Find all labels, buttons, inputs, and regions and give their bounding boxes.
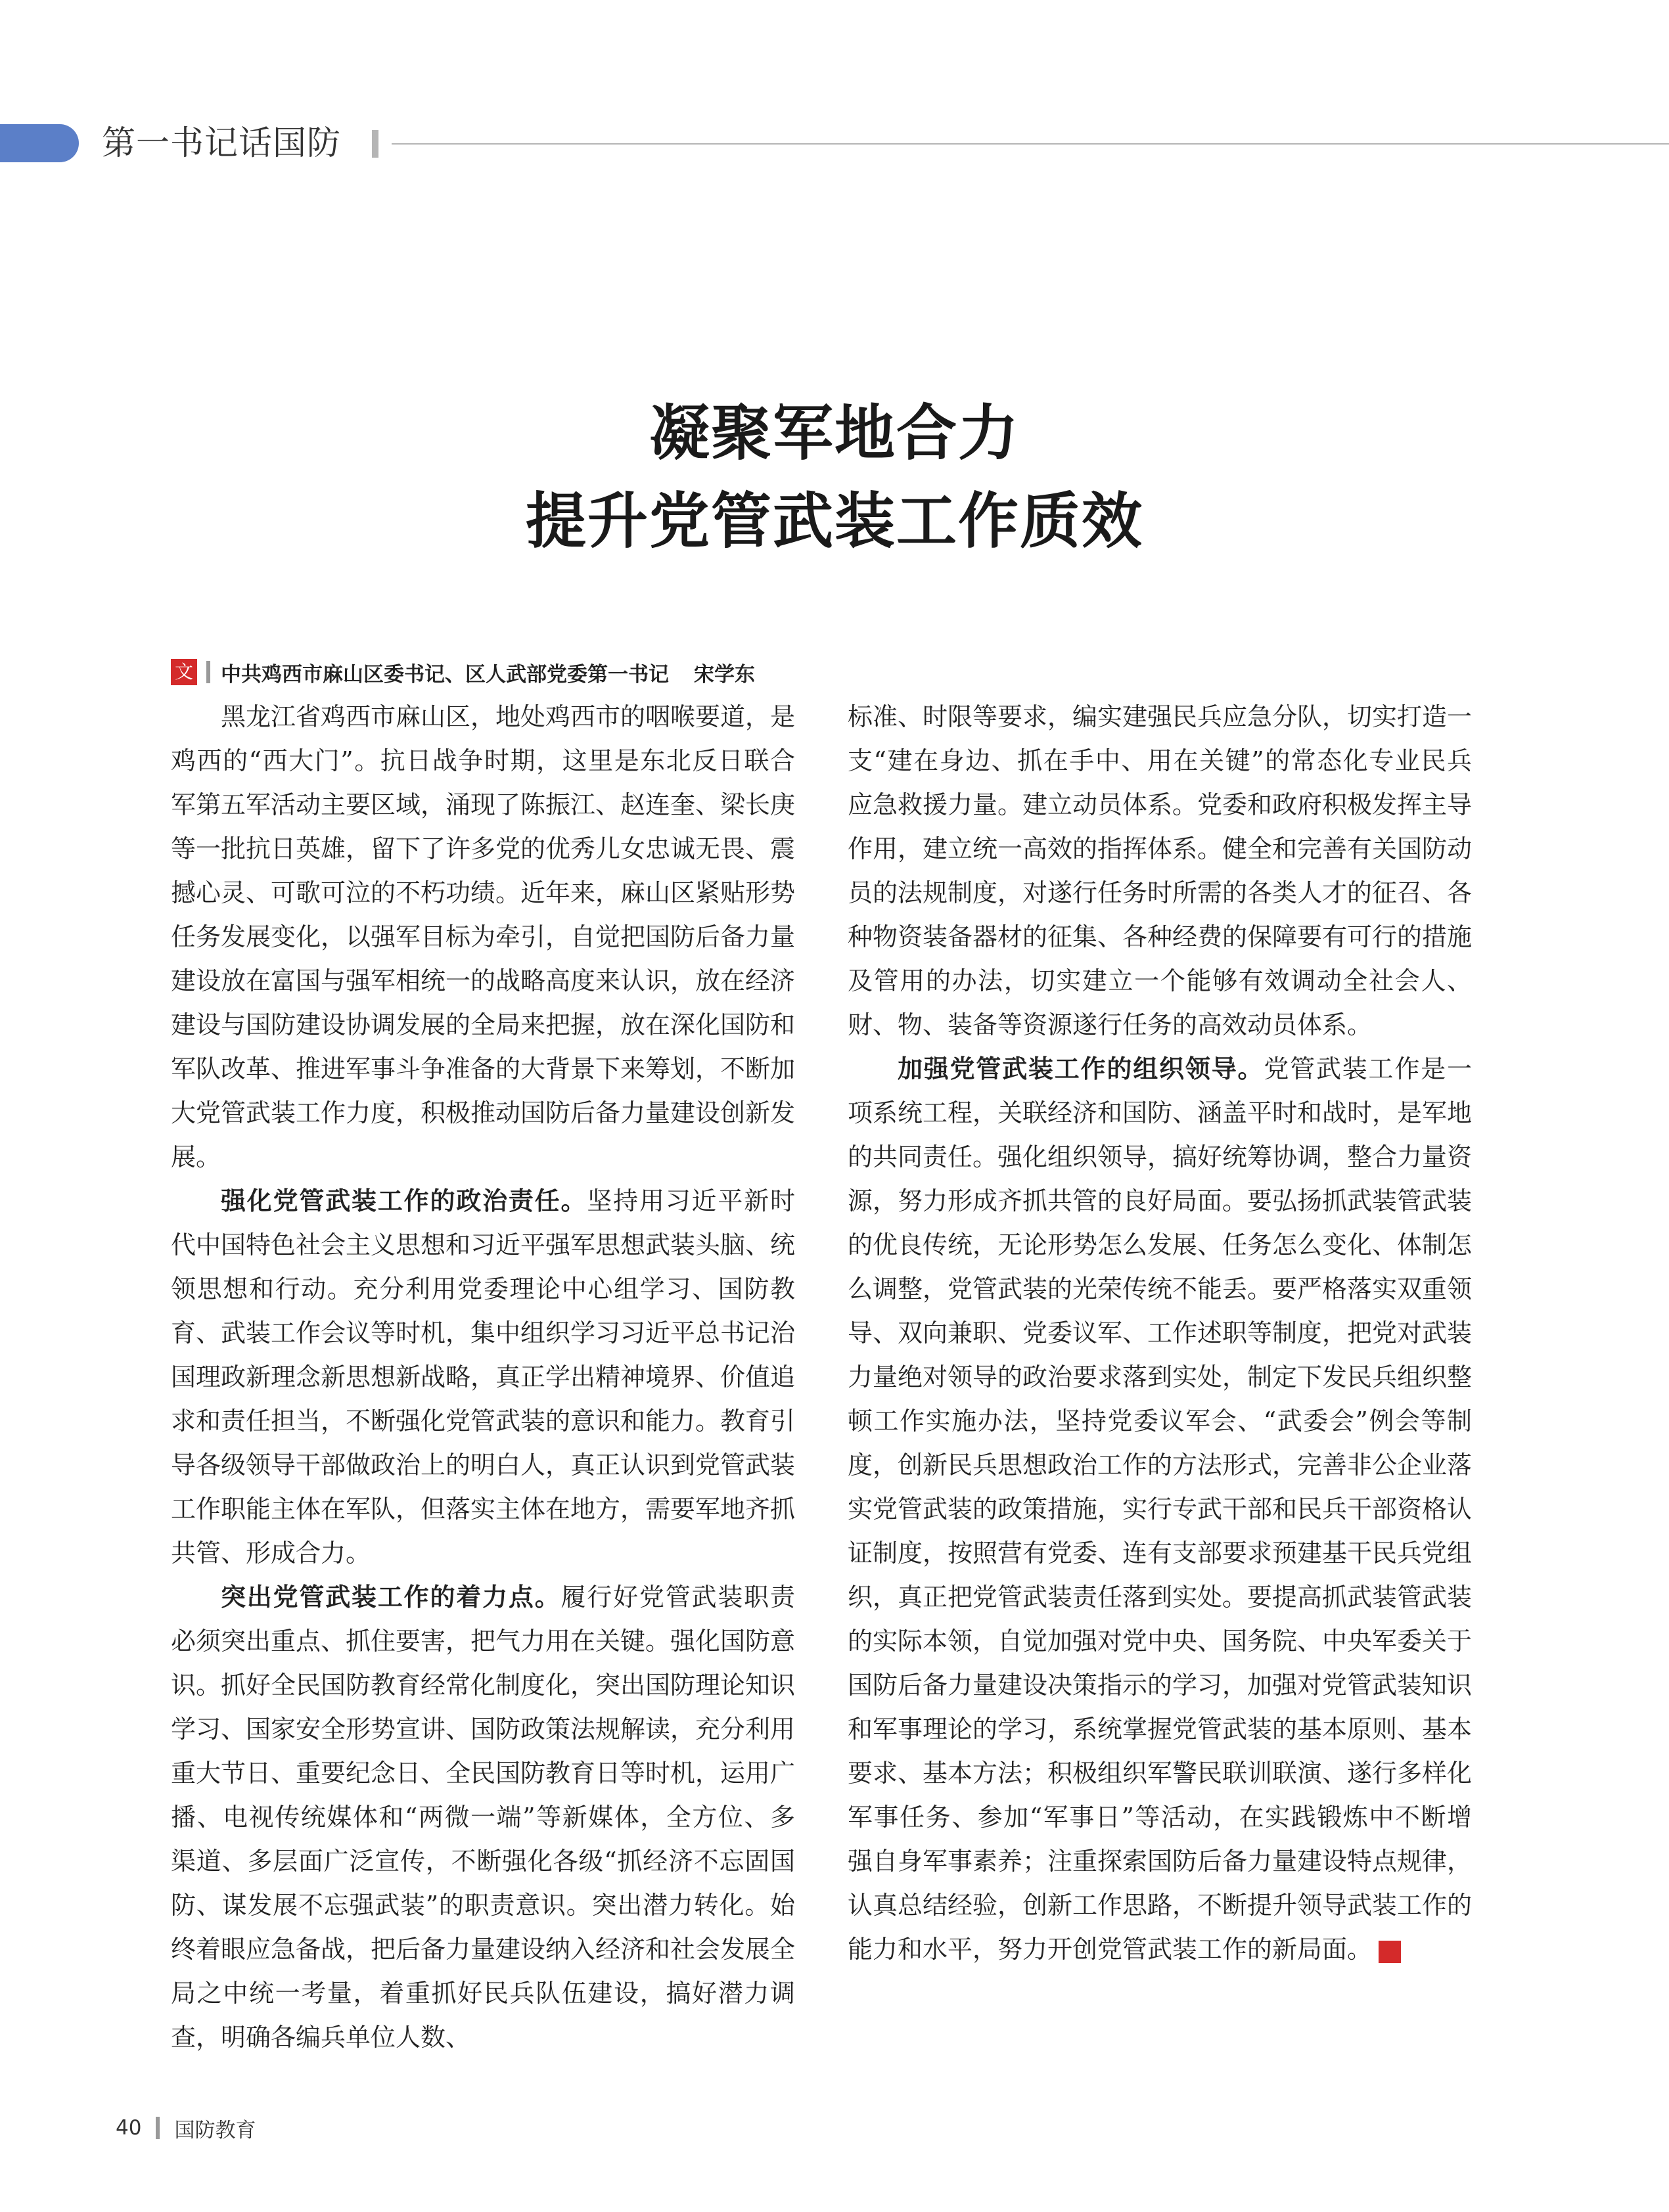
paragraph <box>171 1179 795 1575</box>
end-mark-icon: G <box>1379 1941 1401 1963</box>
body-column-right <box>848 695 1472 1972</box>
header-rule <box>392 143 1669 145</box>
paragraph-lead: 突出党管武装工作的着力点。 <box>221 1583 561 1612</box>
paragraph-body: 履行好党管武装职责必须突出重点、抓住要害，把气力用在关键。强化国防意识。抓好全民国防教育经常化制度化，突出国防理论知识学习、国家安全形势宣讲、国防政策法规解读，充分利用重大节日、重要纪念日、全民国防教育日等时机，运用广播、电视传统媒体和“两微一端”等新媒体，全方位、多渠道、多层面广泛宣传，不断强化各级“抓经济不忘固国防、谋发展不忘强武装”的职责意识。突出潜力转化。始终着眼应急备战，把后备力量建设纳入经济和社会发展全局之中统一考量，着重抓好民兵队伍建设，搞好潜力调查，明确各编兵单位人数、 <box>171 1583 796 2052</box>
author-title: 中共鸡西市麻山区委书记、区人武部党委第一书记 <box>221 662 669 687</box>
page-footer <box>116 2113 256 2142</box>
paragraph-body: 坚持用习近平新时代中国特色社会主义思想和习近平强军思想武装头脑、统领思想和行动。充分利用党委理论中心组学习、国防教育、武装工作会议等时机，集中组织学习习近平总书记治国理政新理念新思想新战略，真正学出精神境界、价值追求和责任担当，不断强化党管武装的意识和能力。教育引导各级领导干部做政治上的明白人，真正认识到党管武装工作职能主体在军队，但落实主体在地方，需要军地齐抓共管、形成合力。 <box>171 1186 796 1568</box>
byline <box>171 658 755 687</box>
body-column-left <box>171 695 795 2060</box>
paragraph <box>171 1575 795 2060</box>
section-title: 第一书记话国防 <box>102 124 342 163</box>
footer-divider <box>156 2117 160 2139</box>
publication-name: 国防教育 <box>174 2118 256 2142</box>
paragraph-lead: 加强党管武装工作的组织领导。 <box>898 1054 1264 1083</box>
author-name: 宋学东 <box>694 662 755 687</box>
article-title-line1: 凝聚军地合力 <box>649 398 1020 468</box>
paragraph-lead: 强化党管武装工作的政治责任。 <box>221 1186 587 1215</box>
page-number: 40 <box>116 2116 142 2140</box>
article-title-line2: 提升党管武装工作质效 <box>525 486 1143 556</box>
paragraph: 标准、时限等要求，编实建强民兵应急分队，切实打造一支“建在身边、抓在手中、用在关键”的常态化专业民兵应急救援力量。建立动员体系。党委和政府积极发挥主导作用，建立统一高效的指挥体系。健全和完善有关国防动员的法规制度，对遂行任务时所需的各类人才的征召、各种物资装备器材的征集、各种经费的保障要有可行的措施及管用的办法，切实建立一个能够有效调动全社会人、财、物、装备等资源遂行任务的高效动员体系。 <box>848 702 1473 1039</box>
paragraph: 黑龙江省鸡西市麻山区，地处鸡西市的咽喉要道，是鸡西的“西大门”。抗日战争时期，这里是东北反日联合军第五军活动主要区域，涌现了陈振江、赵连奎、梁长庚等一批抗日英雄，留下了许多党的优秀儿女忠诚无畏、震撼心灵、可歌可泣的不朽功绩。近年来，麻山区紧贴形势任务发展变化，以强军目标为牵引，自觉把国防后备力量建设放在富国与强军相统一的战略高度来认识，放在经济建设与国防建设协调发展的全局来把握，放在深化国防和军队改革、推进军事斗争准备的大背景下来筹划，不断加大党管武装工作力度，积极推动国防后备力量建设创新发展。 <box>171 702 796 1171</box>
paragraph-body: 党管武装工作是一项系统工程，关联经济和国防、涵盖平时和战时，是军地的共同责任。强化组织领导，搞好统筹协调，整合力量资源，努力形成齐抓共管的良好局面。要弘扬抓武装管武装的优良传统，无论形势怎么发展、任务怎么变化、体制怎么调整，党管武装的光荣传统不能丢。要严格落实双重领导、双向兼职、党委议军、工作述职等制度，把党对武装力量绝对领导的政治要求落到实处，制定下发民兵组织整顿工作实施办法，坚持党委议军会、“武委会”例会等制度，创新民兵思想政治工作的方法形式，完善非公企业落实党管武装的政策措施，实行专武干部和民兵干部资格认证制度，按照营有党委、连有支部要求预建基干民兵党组织，真正把党管武装责任落到实处。要提高抓武装管武装的实际本领，自觉加强对党中央、国务院、中央军委关于国防后备力量建设决策指示的学习，加强对党管武装知识和军事理论的学习，系统掌握党管武装的基本原则、基本要求、基本方法；积极组织军警民联训联演、遂行多样化军事任务、参加“军事日”等活动，在实践锻炼中不断增强自身军事素养；注重探索国防后备力量建设特点规律，认真总结经验，创新工作思路，不断提升领导武装工作的能力和水平，努力开创党管武装工作的新局面。 <box>848 1054 1473 1964</box>
section-tab-marker <box>0 124 79 162</box>
paragraph <box>848 1047 1472 1972</box>
byline-divider <box>206 661 210 683</box>
section-divider-bar <box>372 130 378 158</box>
author-icon: 文 <box>171 659 197 685</box>
